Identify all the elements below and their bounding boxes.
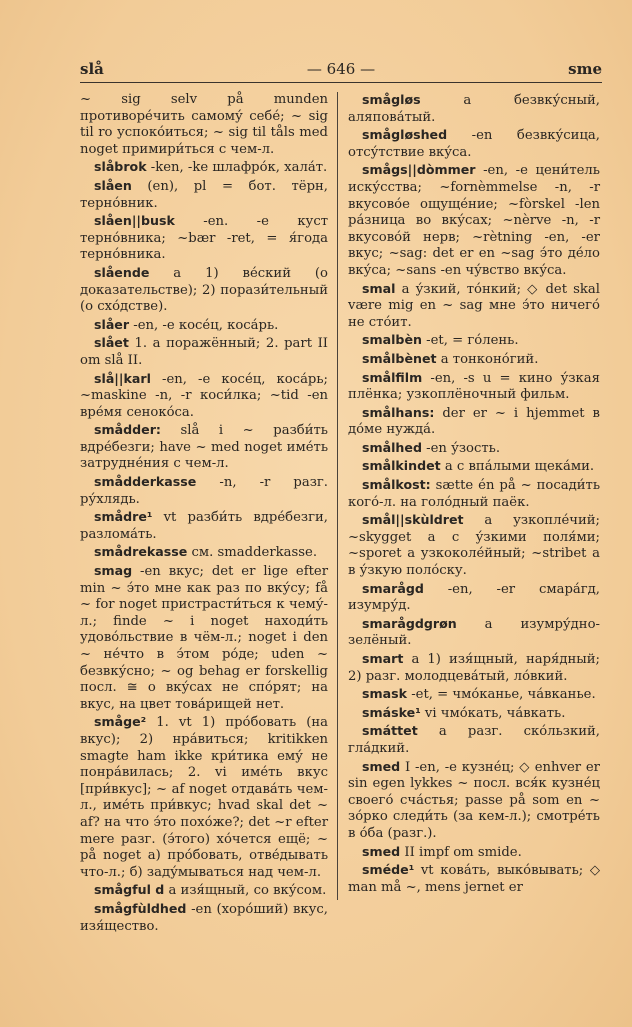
dictionary-entry	[80, 92, 328, 158]
entry-definition: -n, -r разг. ру́хлядь.	[80, 475, 328, 507]
dictionary-entry	[348, 844, 600, 862]
entry-definition: -en, -er смара́гд, изумру́д.	[348, 581, 600, 614]
entry-headword: slå||karl	[94, 370, 151, 386]
dictionary-entry	[80, 178, 328, 212]
entry-headword: smågful d	[94, 882, 165, 898]
dictionary-entry	[80, 474, 328, 508]
entry-headword: smalbèn	[362, 332, 422, 348]
dictionary-entry	[348, 92, 600, 126]
dictionary-entry	[80, 882, 328, 900]
dictionary-entry	[348, 405, 600, 439]
entry-headword: smågløs	[362, 92, 421, 107]
dictionary-entry	[348, 162, 600, 279]
dictionary-entry	[348, 862, 600, 896]
entry-definition: (en), pl = бот. тёрн, терно́вник.	[80, 178, 328, 211]
entry-definition: I -en, -e кузне́ц; ◇ enhver er sin egen lykkes ~ посл. вся́к кузне́ц своего́ сча́стья; passe på som en ~ зо́рко следи́ть (за кем-л.); смотре́ть в о́ба (разг.).	[348, 759, 600, 841]
entry-headword: smålhans:	[362, 404, 435, 420]
entry-definition: -en, -e косе́ц, коса́рь.	[129, 317, 279, 333]
dictionary-entry	[348, 512, 600, 579]
entry-headword: smask	[362, 686, 407, 702]
entry-definition: a изя́щный, со вку́сом.	[164, 883, 327, 899]
entry-definition: -en, -e косе́ц, коса́рь; ~maskine -n, -r коси́лка; ~tid -en вре́мя сеноко́са.	[80, 371, 328, 420]
header-left-guide-word: slå	[80, 60, 104, 78]
entry-headword: smål||skùldret	[362, 512, 464, 528]
entry-definition: a узкопле́чий; ~skygget a с у́зкими поля́ми; ~sporet a узкоколе́йный; ~stribet a в у́зкую поло́ску.	[348, 513, 600, 579]
entry-definition: ~ sig selv på munden противоре́чить самому́ себе́; ~ sig til ro успоко́иться; ~ sig til tåls med noget примири́ться с чем-л.	[80, 92, 328, 157]
dictionary-entry	[348, 686, 600, 704]
entry-headword: slående	[94, 264, 150, 280]
entry-headword: smarågdgrøn	[362, 615, 457, 631]
entry-definition: 1. a поражённый; 2. part II om slå II.	[80, 336, 328, 368]
entry-definition: a 1) ве́ский (о доказательстве); 2) порази́тельный (о схо́дстве).	[80, 265, 328, 315]
dictionary-entry	[80, 509, 328, 543]
entry-definition: a у́зкий, то́нкий; ◇ det skal være mig en ~ sag мне э́то ничего́ не сто́ит.	[348, 281, 600, 330]
entry-definition: vt кова́ть, выко́вывать; ◇ man må ~, mens jernet er	[348, 863, 600, 895]
entry-headword: smålfilm	[362, 369, 423, 385]
entry-definition: a с впа́лыми щека́ми.	[440, 459, 595, 475]
entry-definition: -en у́зость.	[421, 440, 501, 456]
entry-definition: a безвку́сный, аляпова́тый.	[348, 93, 600, 125]
dictionary-entry	[80, 159, 328, 177]
dictionary-entry	[348, 759, 600, 843]
dictionary-entry	[348, 440, 600, 458]
entry-headword: smådrekasse	[94, 544, 188, 560]
entry-definition: der er ~ i hjemmet в до́ме нужда́.	[348, 405, 600, 438]
entry-headword: smådre¹	[94, 509, 153, 525]
entry-definition: vt разби́ть вдре́безги, разлома́ть.	[80, 510, 328, 542]
entry-definition: -en безвку́сица, отсу́тствие вку́са.	[348, 128, 600, 160]
entry-headword: smådderkasse	[94, 474, 197, 490]
entry-headword: slåen||busk	[94, 213, 175, 229]
entry-headword: smag	[94, 563, 133, 579]
entry-headword: slåer	[94, 316, 130, 332]
entry-headword: smed	[362, 843, 401, 859]
entry-headword: smådder:	[94, 422, 161, 438]
dictionary-entry	[80, 714, 328, 881]
entry-headword: slåbrok	[94, 159, 147, 175]
dictionary-entry	[348, 458, 600, 476]
entry-definition: -en, -e цени́тель иску́сства; ~fornèmmelse -n, -r вкусово́е ощуще́ние; ~fòrskel -len ра́зница во вку́сах; ~nèrve -n, -r вкусово́й нерв; ~rètning -en, -er вкус; ~sag: det er en ~sag э́то де́ло вку́са; ~sans -en чу́вство вку́са.	[348, 163, 600, 278]
left-column	[80, 92, 328, 936]
dictionary-entry	[348, 477, 600, 511]
entry-headword: smålbènet	[362, 350, 437, 366]
dictionary-entry	[80, 901, 328, 935]
entry-headword: smáske¹	[362, 704, 421, 720]
entry-definition: vi чмо́кать, ча́вкать.	[420, 705, 566, 721]
entry-definition: -en. -e куст терно́вника; ~bær -ret, = я́года терно́вника.	[80, 214, 328, 263]
dictionary-entry	[348, 332, 600, 350]
dictionary-entry	[348, 723, 600, 757]
dictionary-entry	[348, 127, 600, 161]
page-number: — 646 —	[306, 60, 376, 78]
entry-headword: smålhed	[362, 439, 422, 455]
entry-headword: smålkindet	[362, 458, 441, 474]
entry-headword: smarågd	[362, 580, 424, 596]
header-right-guide-word: sme	[568, 60, 602, 78]
entry-headword: smågfùldhed	[94, 900, 187, 916]
entry-definition: slå i ~ разби́ть вдре́безги; have ~ med noget име́ть затрудне́ния с чем-л.	[80, 423, 328, 472]
dictionary-entry	[80, 213, 328, 264]
entry-headword: slåen	[94, 177, 132, 193]
entry-definition: a разг. ско́льзкий, гла́дкий.	[348, 724, 600, 756]
entry-headword: smáttet	[362, 723, 418, 739]
dictionary-entry	[348, 370, 600, 404]
entry-headword: smart	[362, 651, 404, 666]
entry-headword: smågs||dòmmer	[362, 162, 476, 178]
entry-definition: -en вкус; det er lige efter min ~ э́то мне как раз по вку́су; få ~ for noget пристрасти́ться к чему́-л.; finde ~ i noget находи́ть удово́льствие в чём-л.; noget i den ~ не́что в э́том ро́де; uden ~ безвку́сно; ~ og behag er forskellig посл. ≅ о вку́сах не спо́рят; на вкус, на цвет това́рищей нет.	[80, 564, 328, 712]
entry-headword: smed	[362, 758, 401, 774]
dictionary-entry	[348, 281, 600, 332]
entry-definition: 1. vt 1) про́бовать (на вкус); 2) нра́виться; kritikken smagte ham ikke кри́тика ему́ не понра́вилась; 2. vi име́ть вкус [при́вкус]; ~ af noget отдава́ть чем-л., име́ть при́вкус; hvad skal det ~ af? на что э́то похо́же?; det ~r efter mere разг. (э́того) хо́чется ещё; ~ på noget а) про́бовать, отве́дывать что-л.; б) заду́мываться над чем-л.	[80, 715, 328, 880]
dictionary-entry	[348, 705, 600, 723]
dictionary-entry	[348, 581, 600, 615]
dictionary-entry	[80, 335, 328, 369]
entry-definition: -en, -s u = кино у́зкая плёнка; узкоплёночный фильм.	[348, 370, 600, 403]
dictionary-entry	[80, 422, 328, 473]
entry-definition: -en (хоро́ший) вкус, изя́щество.	[80, 901, 328, 934]
dictionary-entry	[348, 351, 600, 369]
entry-headword: slået	[94, 335, 129, 351]
dictionary-entry	[348, 616, 600, 650]
entry-headword: smal	[362, 280, 396, 296]
entry-definition: a тонконо́гий.	[436, 351, 539, 367]
entry-headword: smålkost:	[362, 477, 431, 493]
entry-headword: småge²	[94, 714, 147, 730]
dictionary-entry	[80, 544, 328, 562]
dictionary-entry	[80, 371, 328, 422]
entry-headword: smågløshed	[362, 127, 448, 143]
right-column	[348, 92, 600, 897]
entry-definition: a изумру́дно-зелёный.	[348, 616, 600, 649]
entry-definition: -et, = чмо́канье, ча́вканье.	[407, 687, 596, 703]
dictionary-entry	[80, 317, 328, 335]
entry-definition: -et, = го́лень.	[421, 333, 519, 349]
entry-definition: -ken, -ke шлафро́к, хала́т.	[146, 160, 328, 176]
entry-definition: см. smadderkasse.	[187, 545, 318, 561]
dictionary-entry	[80, 563, 328, 713]
dictionary-entry	[348, 651, 600, 685]
page-header	[80, 58, 602, 83]
dictionary-entry	[80, 265, 328, 316]
entry-definition: II impf om smide.	[400, 844, 522, 860]
column-divider	[337, 92, 338, 900]
entry-definition: sætte én på ~ посади́ть кого́-л. на голо́дный паёк.	[348, 478, 600, 510]
entry-headword: sméde¹	[362, 862, 415, 878]
entry-definition: a 1) изя́щный, наря́дный; 2) разг. молодцева́тый, ло́вкий.	[348, 652, 600, 684]
